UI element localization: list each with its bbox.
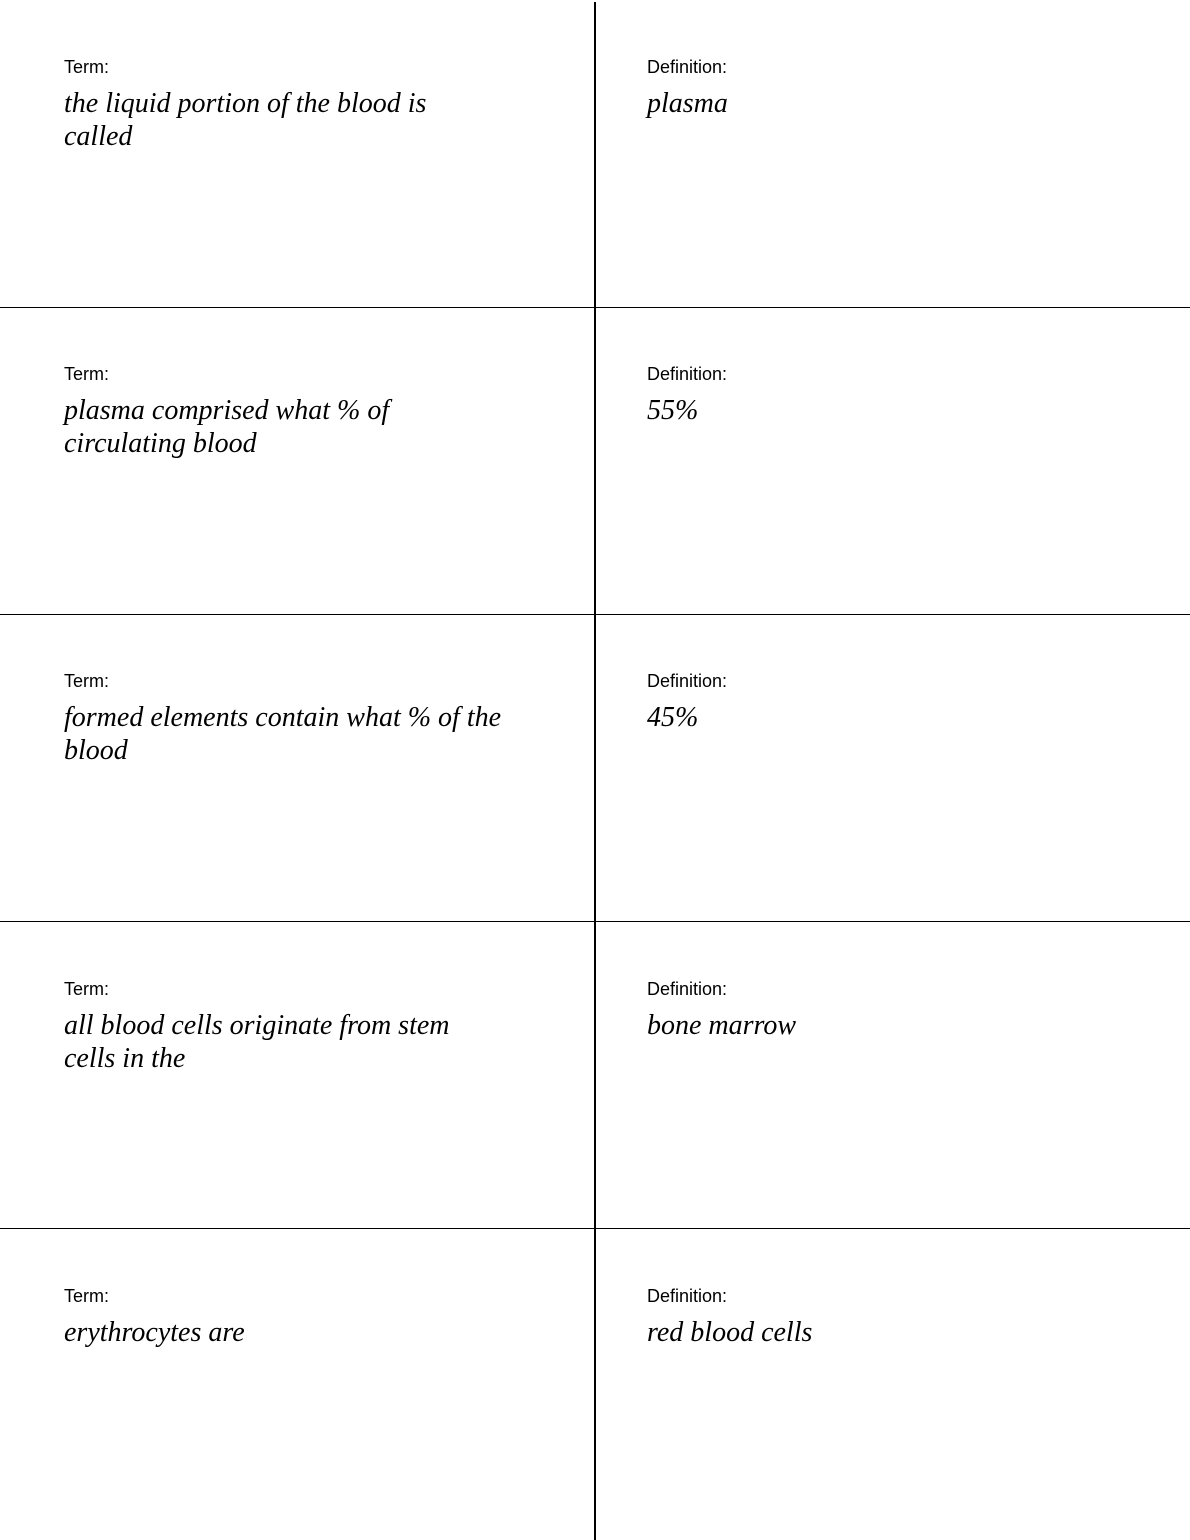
definition-cell <box>647 364 1127 427</box>
definition-text: 55% <box>647 395 699 426</box>
definition-cell <box>647 1286 1127 1349</box>
row-divider <box>0 921 1190 922</box>
definition-cell <box>647 671 1127 734</box>
term-cell <box>64 364 534 460</box>
definition-text: bone marrow <box>647 1010 797 1041</box>
term-label: Term: <box>64 364 109 384</box>
definition-label: Definition: <box>647 671 728 691</box>
term-cell <box>64 671 534 767</box>
definition-text: red blood cells <box>647 1317 813 1348</box>
row-divider <box>0 1228 1190 1229</box>
term-cell <box>64 1286 534 1349</box>
term-text: erythrocytes are <box>64 1317 245 1348</box>
definition-label: Definition: <box>647 364 728 384</box>
row-divider <box>0 614 1190 615</box>
definition-text: 45% <box>647 702 699 733</box>
term-label: Term: <box>64 671 109 691</box>
definition-cell <box>647 57 1127 120</box>
definition-text: plasma <box>647 88 728 119</box>
definition-label: Definition: <box>647 979 728 999</box>
column-divider <box>594 2 596 1540</box>
term-label: Term: <box>64 979 109 999</box>
row-divider <box>0 307 1190 308</box>
term-text: plasma comprised what % of circulating blood <box>64 395 390 459</box>
term-text: all blood cells originate from stem cells in the <box>64 1010 450 1074</box>
definition-label: Definition: <box>647 1286 728 1306</box>
term-label: Term: <box>64 57 109 77</box>
definition-cell <box>647 979 1127 1042</box>
term-text: the liquid portion of the blood is called <box>64 88 427 152</box>
term-label: Term: <box>64 1286 109 1306</box>
definition-label: Definition: <box>647 57 728 77</box>
term-text: formed elements contain what % of the blood <box>64 702 502 766</box>
term-cell <box>64 57 534 153</box>
term-cell <box>64 979 534 1075</box>
